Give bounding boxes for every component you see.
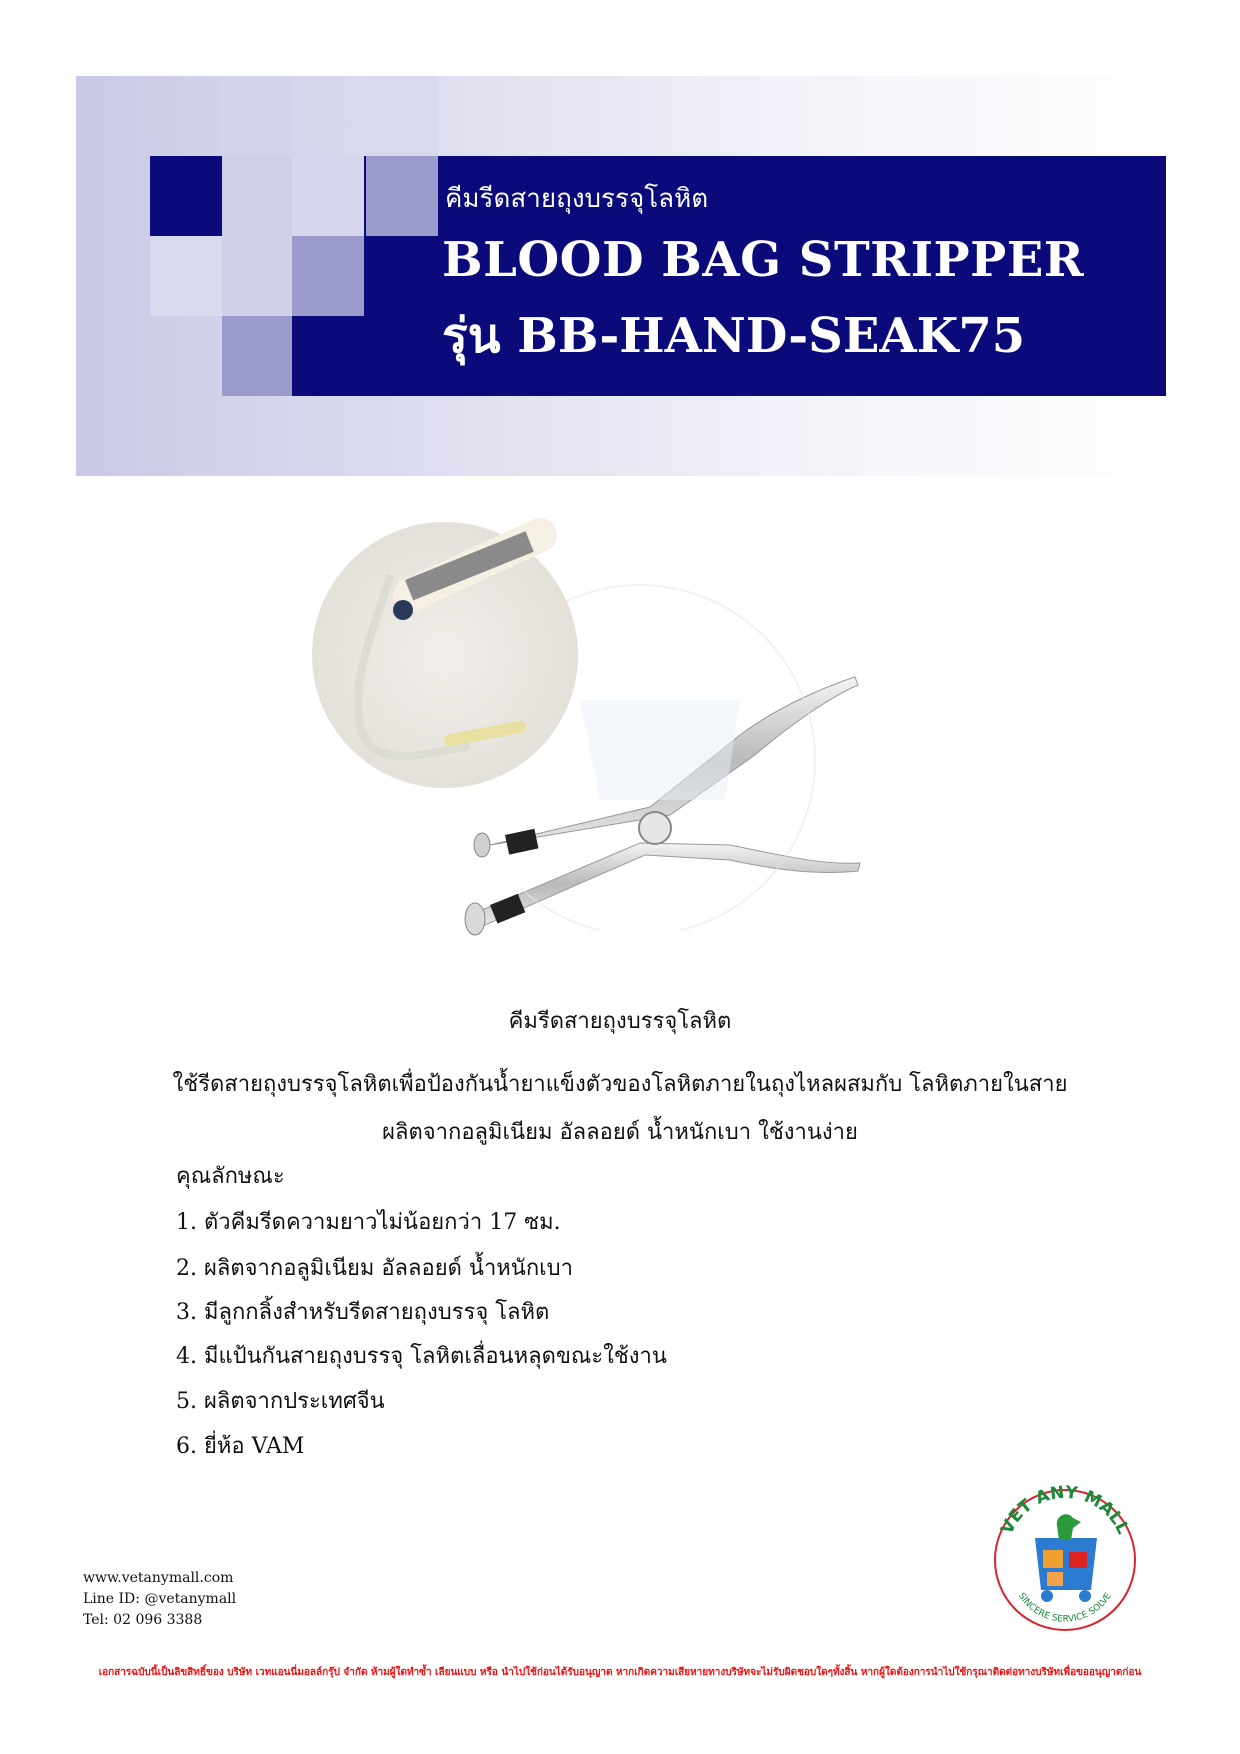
decor-square bbox=[150, 156, 222, 236]
watermark-logo bbox=[520, 530, 820, 930]
company-logo bbox=[985, 1478, 1145, 1638]
decor-square bbox=[222, 156, 294, 236]
feature-item: 6. ยี่ห้อ VAM bbox=[176, 1434, 305, 1459]
decor-square bbox=[222, 76, 294, 156]
decor-square bbox=[366, 76, 438, 156]
features-heading: คุณลักษณะ bbox=[176, 1164, 285, 1189]
feature-item: 3. มีลูกกลิ้งสำหรับรีดสายถุงบรรจุ โลหิต bbox=[176, 1300, 550, 1325]
page-title: BLOOD BAG STRIPPER bbox=[442, 232, 1085, 288]
product-caption: คีมรีดสายถุงบรรจุโลหิต bbox=[508, 1009, 732, 1034]
feature-item: 2. ผลิตจากอลูมิเนียม อัลลอยด์ น้ำหนักเบา bbox=[176, 1256, 573, 1281]
logo-top-text: VET ANY MALL bbox=[997, 1482, 1133, 1538]
description-line: ใช้รีดสายถุงบรรจุโลหิตเพื่อป้องกันน้ำยาแข็งตัวของโลหิตภายในถุงไหลผสมกับ โลหิตภายในสาย bbox=[172, 1072, 1068, 1097]
decor-square bbox=[222, 236, 294, 316]
copyright-notice: เอกสารฉบับนี้เป็นลิขสิทธิ์ของ บริษัท เวทแอนนี่มอลล์กรุ๊ป จำกัด ห้ามผู้ใดทำซ้ำ เลียนแบบ หรือ นำไปใช้ก่อนได้รับอนุญาต หากเกิดความเสียหายทางบริษัทจะไม่รับผิดชอบใดๆทั้งสิ้น หากผู้ใดต้องการนำไปใช้กรุณาติดต่อทางบริษัทเพื่อขออนุญาตก่อน bbox=[98, 1667, 1142, 1678]
decor-square bbox=[222, 316, 294, 396]
phone-number: Tel: 02 096 3388 bbox=[83, 1612, 203, 1628]
header-subtitle: คีมรีดสายถุงบรรจุโลหิต bbox=[445, 184, 709, 214]
description-line: ผลิตจากอลูมิเนียม อัลลอยด์ น้ำหนักเบา ใช้งานง่าย bbox=[382, 1120, 858, 1145]
decor-square bbox=[366, 156, 438, 236]
model-number: รุ่น BB-HAND-SEAK75 bbox=[442, 308, 1026, 364]
svg-text:SINCERE SERVICE SOLVE bbox=[1016, 1591, 1114, 1625]
feature-item: 5. ผลิตจากประเทศจีน bbox=[176, 1389, 385, 1414]
feature-item: 4. มีแป้นกันสายถุงบรรจุ โลหิตเลื่อนหลุดขณะใช้งาน bbox=[176, 1344, 667, 1369]
line-id: Line ID: @vetanymall bbox=[83, 1591, 237, 1607]
decor-square bbox=[292, 156, 364, 236]
feature-item: 1. ตัวคีมรีดความยาวไม่น้อยกว่า 17 ซม. bbox=[176, 1210, 561, 1235]
website-link[interactable]: www.vetanymall.com bbox=[83, 1570, 234, 1586]
decor-square bbox=[292, 236, 364, 316]
decor-square bbox=[150, 236, 222, 316]
logo-bottom-text: SINCERE SERVICE SOLVE bbox=[1016, 1591, 1114, 1625]
